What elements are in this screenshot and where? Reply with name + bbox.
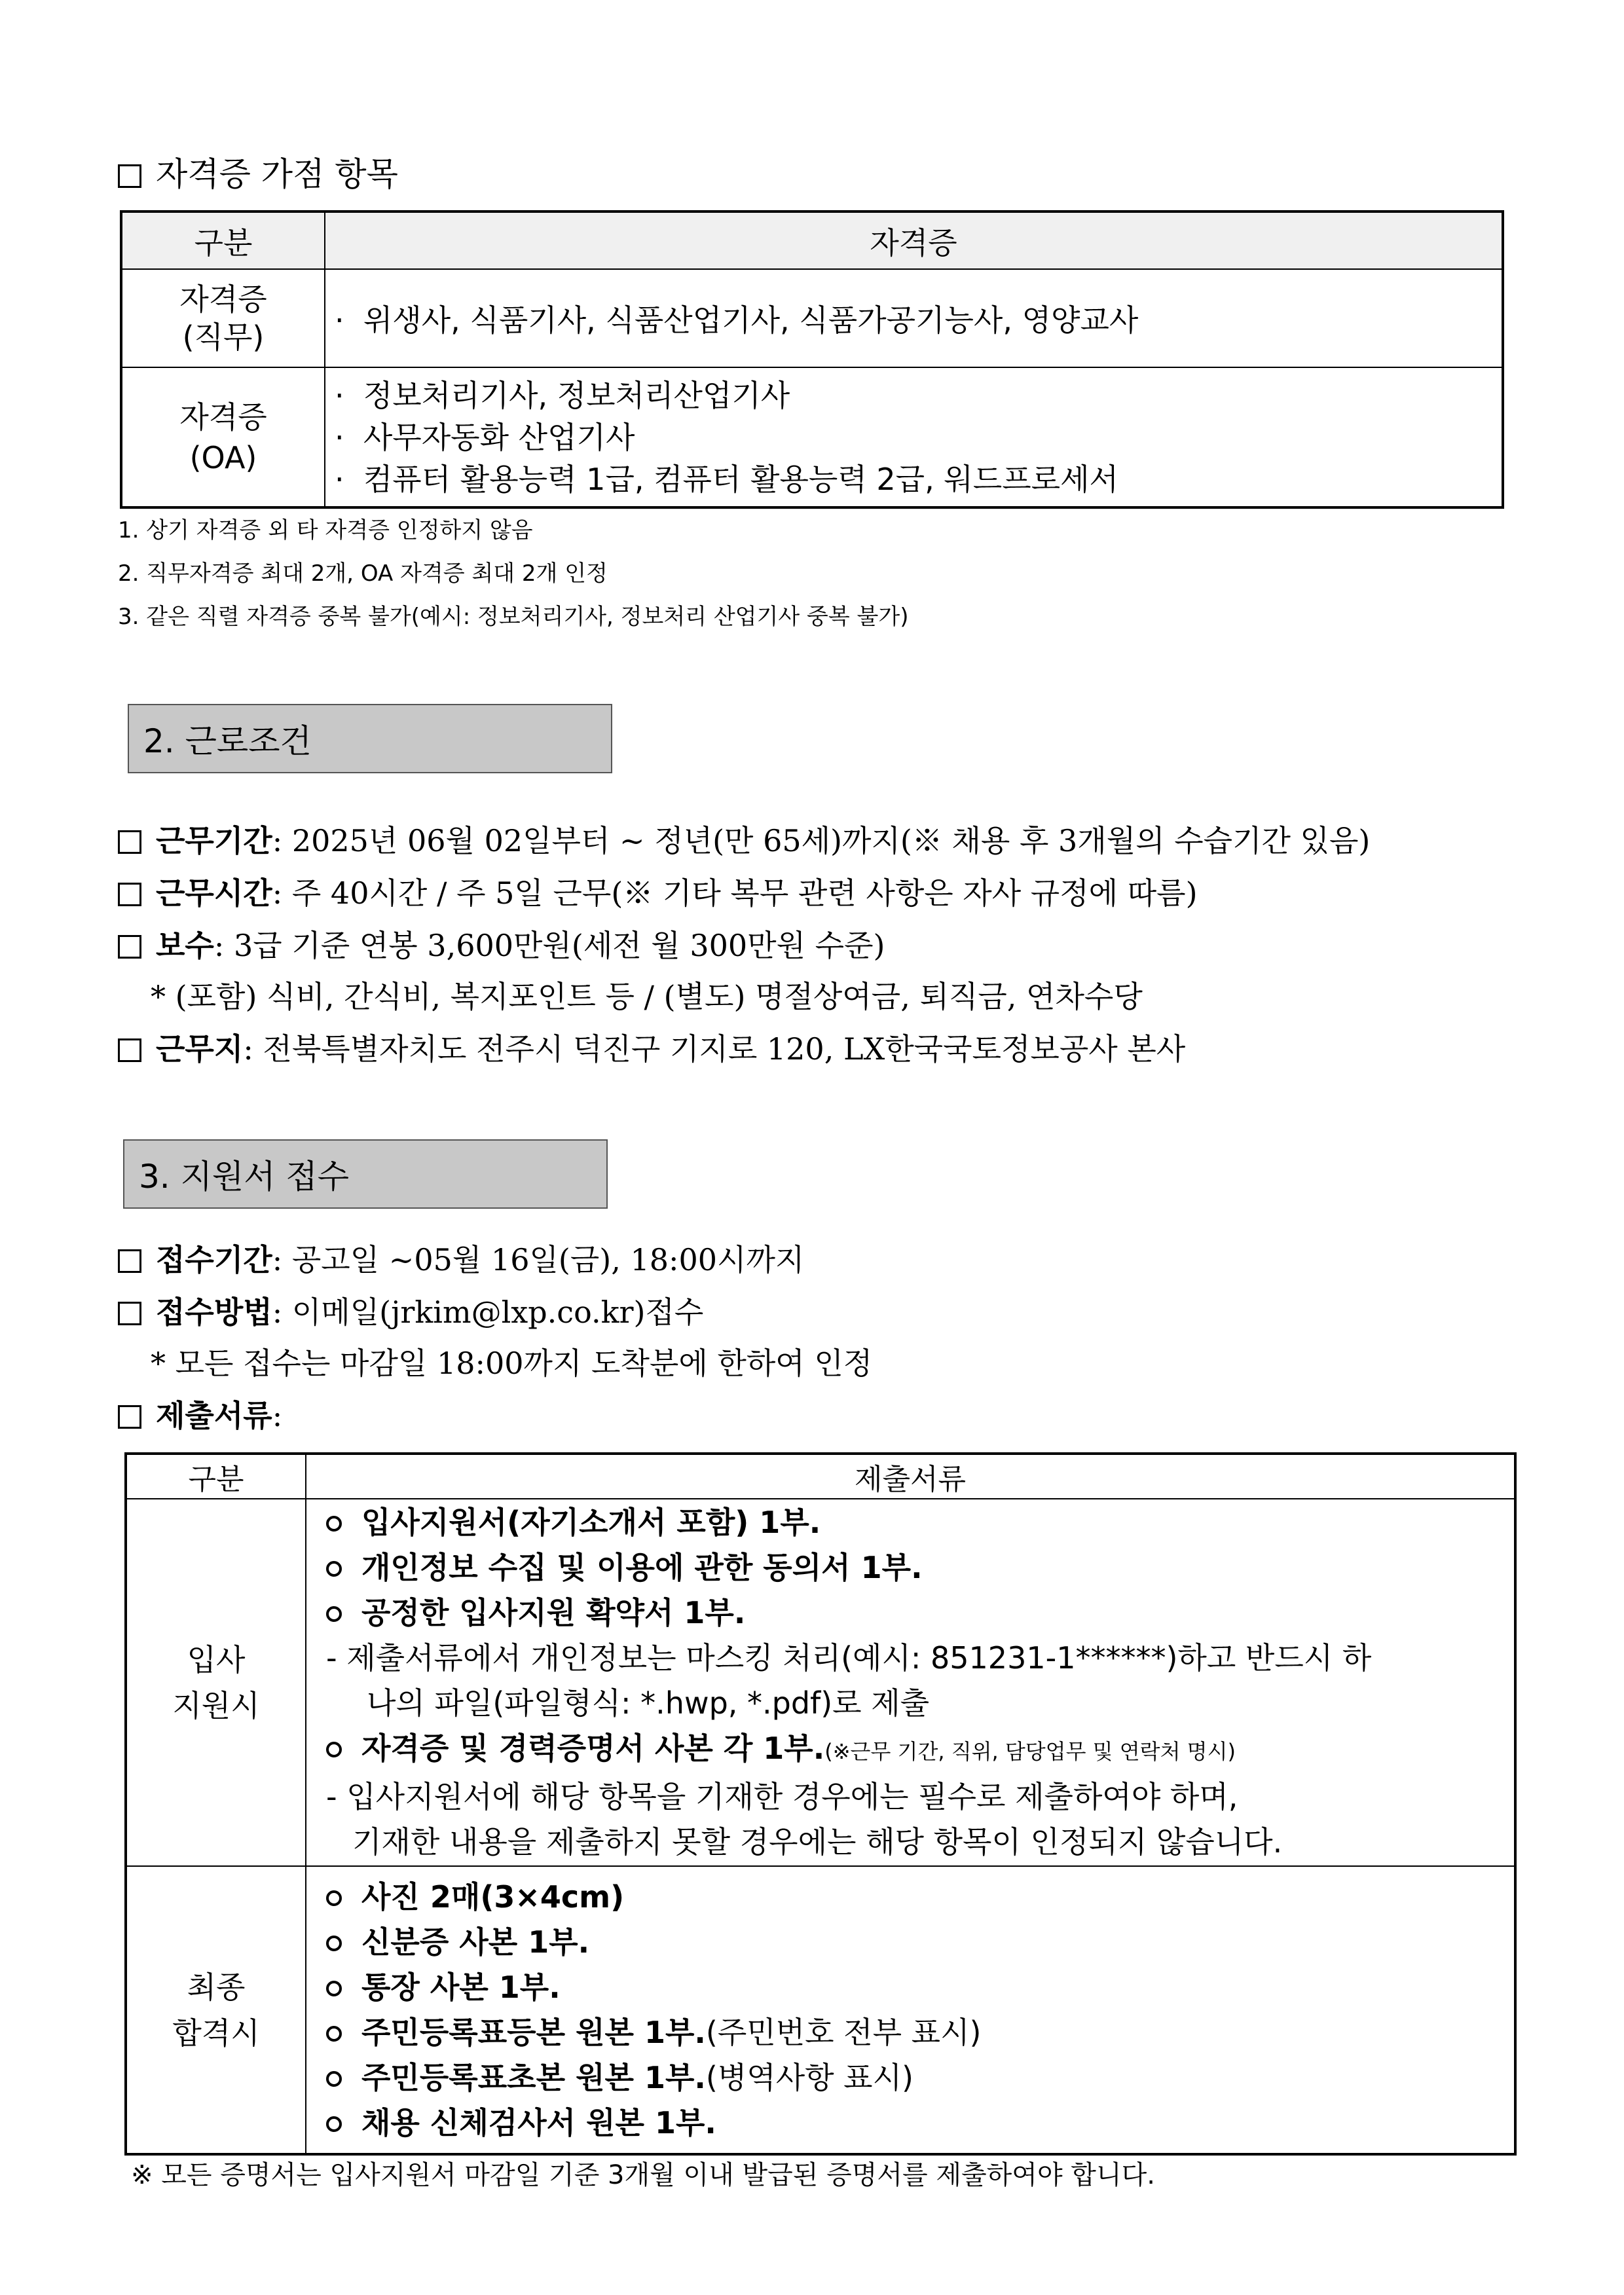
cert-note-1: 1. 상기 자격증 외 타 자격증 인정하지 않음 (118, 517, 533, 543)
checkbox-icon (118, 1249, 141, 1273)
checkbox-icon (118, 1405, 141, 1429)
row-category: 입사 지원시 (126, 1499, 306, 1866)
checkbox-icon (118, 935, 141, 959)
bullet-icon (326, 2116, 342, 2132)
work-place: 근무지: 전북특별자치도 전주시 덕진구 기지로 120, LX한국국토정보공사 본사 (118, 1025, 1185, 1069)
table-row (126, 1866, 1515, 2154)
cert-note-3: 3. 같은 직렬 자격증 중복 불가(예시: 정보처리기사, 정보처리 산업기사 중복 불가) (118, 604, 909, 630)
bullet-icon (326, 2026, 342, 2042)
checkbox-icon (118, 1302, 141, 1325)
salary-note: * (포함) 식비, 간식비, 복지포인트 등 / (별도) 명절상여금, 퇴직금, 연차수당 (151, 979, 1143, 1014)
work-period: 근무기간: 2025년 06월 02일부터 ~ 정년(만 65세)까지(※ 채용 후 3개월의 수습기간 있음) (118, 817, 1370, 860)
table-header-cert: 자격증 (325, 211, 1503, 269)
bullet-icon (326, 1561, 342, 1577)
bullet-icon (326, 1516, 342, 1532)
table-row (126, 1499, 1515, 1866)
section3-header: 3. 지원서 접수 (123, 1139, 608, 1209)
row-items: 사진 2매(3×4cm) 신분증 사본 1부. 통장 사본 1부. 주민등록표등본 원본 1부.(주민번호 전부 표시) 주민등록표초본 원본 1부.(병역사항 표시) 채용 신체검사서 원본 1부. (306, 1866, 1515, 2154)
application-method: 접수방법: 이메일(jrkim@lxp.co.kr)접수 (118, 1289, 703, 1332)
table-header-category: 구분 (121, 211, 325, 269)
checkbox-icon (118, 1038, 141, 1062)
bullet-icon (326, 1936, 342, 1951)
row-category: 자격증 (직무) (121, 269, 325, 367)
checkbox-icon (118, 883, 141, 906)
application-period: 접수기간: 공고일 ~05월 16일(금), 18:00시까지 (118, 1236, 804, 1279)
bullet-icon (326, 1981, 342, 1996)
table-header-documents: 제출서류 (306, 1454, 1515, 1499)
table-header-category: 구분 (126, 1454, 306, 1499)
table-row (121, 367, 1503, 507)
row-items: · 위생사, 식품기사, 식품산업기사, 식품가공기능사, 영양교사 (325, 269, 1503, 367)
section2-header: 2. 근로조건 (128, 704, 612, 773)
footer-note: ※ 모든 증명서는 입사지원서 마감일 기준 3개월 이내 발급된 증명서를 제출하여야 합니다. (131, 2160, 1155, 2190)
bullet-icon (326, 2071, 342, 2087)
row-category: 자격증 (OA) (121, 367, 325, 507)
cert-note-2: 2. 직무자격증 최대 2개, OA 자격증 최대 2개 인정 (118, 560, 608, 587)
work-hours: 근무시간: 주 40시간 / 주 5일 근무(※ 기타 복무 관련 사항은 자사 규정에 따름) (118, 870, 1198, 913)
row-items: 입사지원서(자기소개서 포함) 1부. 개인정보 수집 및 이용에 관한 동의서 1부. 공정한 입사지원 확약서 1부. - 제출서류에서 개인정보는 마스킹 처리(예시: 851231-1******)하고 반드시 하 나의 파일(파일형식: *.hwp, *.pdf)로 제출 자격증 및 경력증명서 사본 각 1부.(※근무 기간, 직위, 담당업무 및 연락처 명시) - 입사지원서에 해당 항목을 기재한 경우에는 필수로 제출하여야 하며, 기재한 내용을 제출하지 못할 경우에는 해당 항목이 인정되지 않습니다. (306, 1499, 1515, 1866)
documents-label: 제출서류: (118, 1392, 282, 1435)
documents-table (124, 1452, 1517, 2156)
row-items: · 정보처리기사, 정보처리산업기사 · 사무자동화 산업기사 · 컴퓨터 활용능력 1급, 컴퓨터 활용능력 2급, 워드프로세서 (325, 367, 1503, 507)
cert-section-title: 자격증 가점 항목 (118, 148, 398, 195)
checkbox-icon (118, 830, 141, 854)
table-row (121, 269, 1503, 367)
bullet-icon (326, 1890, 342, 1906)
cert-table (120, 210, 1504, 509)
salary: 보수: 3급 기준 연봉 3,600만원(세전 월 300만원 수준) (118, 922, 885, 965)
method-note: * 모든 접수는 마감일 18:00까지 도착분에 한하여 인정 (151, 1346, 873, 1381)
checkbox-icon (118, 164, 141, 188)
row-category: 최종 합격시 (126, 1866, 306, 2154)
bullet-icon (326, 1742, 342, 1757)
bullet-icon (326, 1606, 342, 1622)
